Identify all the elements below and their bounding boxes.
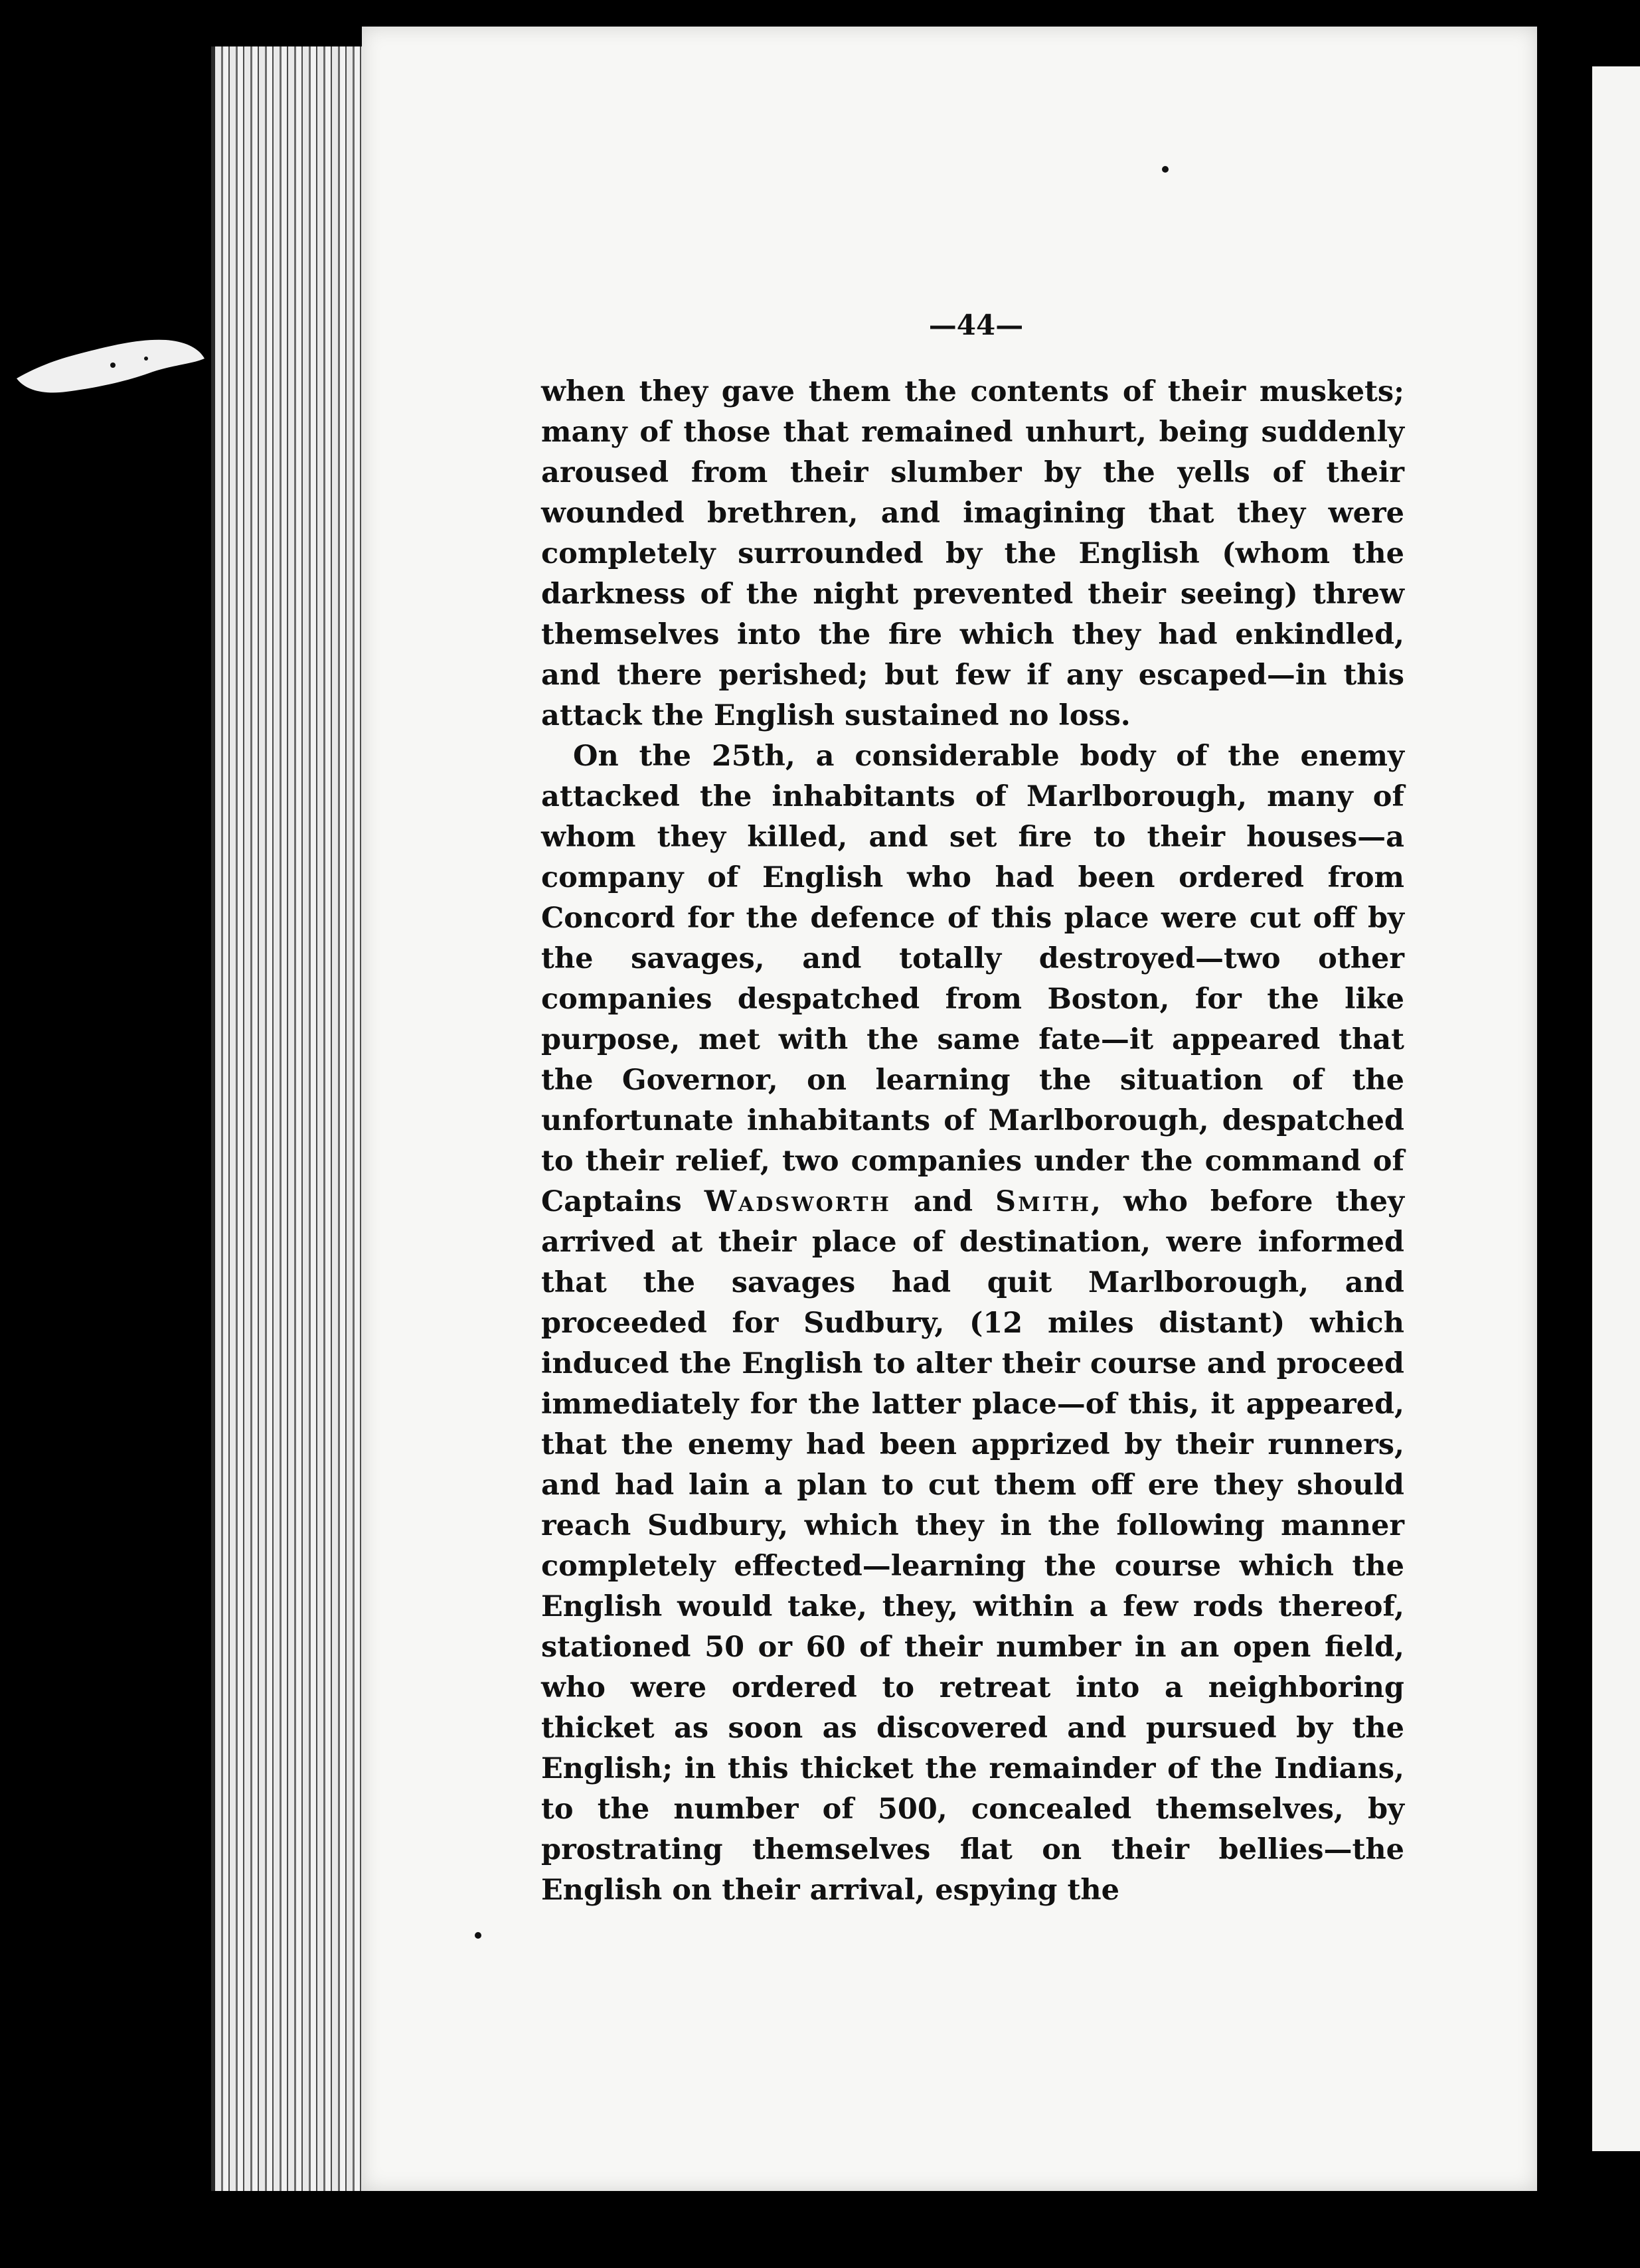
captain-smith: Smith: [995, 1185, 1092, 1218]
ink-speck: [475, 1932, 481, 1939]
page-number: —44—: [928, 309, 1024, 341]
book-page: [362, 27, 1537, 2191]
paragraph-1: when they gave them the contents of their muskets; many of those that remained unhurt, being suddenly aroused from their slumber by the yells of their wounded brethren, and imagining that they were completely surrounded by the English (whom the darkness of the night prevented their seeing) threw themselves into the fire which they had enkindled, and there perished; but few if any escaped—in this attack the English sustained no loss.: [541, 375, 1404, 732]
ink-speck: [1162, 166, 1169, 173]
facing-page-edge: [1592, 66, 1640, 2151]
paragraph-2-part-2: , who before they arrived at their place of destination, were informed that the savages had quit Marlborough, and proceeded for Sudbury, (12 miles distant) which induced the English to alter their course and proceed immediately for the latter place—of this, it appeared, that the enemy had been apprized by their runners, and had lain a plan to cut them off ere they should reach Sudbury, which they in the following manner completely effected—learning the course which the English would take, they, within a few rods thereof, stationed 50 or 60 of their number in an open field, who were ordered to retreat into a neighboring thicket as soon as discovered and pursued by the English; in this thicket the remainder of the Indians, to the number of 500, concealed themselves, by prostrating themselves flat on their bellies—the English on their arrival, espying the: [541, 1185, 1404, 1907]
page-body-text: [541, 372, 1404, 1911]
paragraph-2-part-1: On the 25th, a considerable body of the enemy attacked the inhabitants of Marlborough, many of whom they killed, and set fire to their houses—a company of English who had been ordered from Concord for the defence of this place were cut off by the savages, and totally destroyed—two other companies despatched from Boston, for the like purpose, met with the same fate—it appeared that the Governor, on learning the situation of the unfortunate inhabitants of Marlborough, despatched to their relief, two companies under the command of Captains: [541, 740, 1404, 1218]
captain-wadsworth: Wadsworth: [704, 1185, 891, 1218]
page-edges-stack: [211, 46, 368, 2191]
paragraph-2: [541, 736, 1404, 1911]
torn-paper-scrap: [13, 325, 206, 405]
conjunction-and: and: [913, 1185, 973, 1218]
